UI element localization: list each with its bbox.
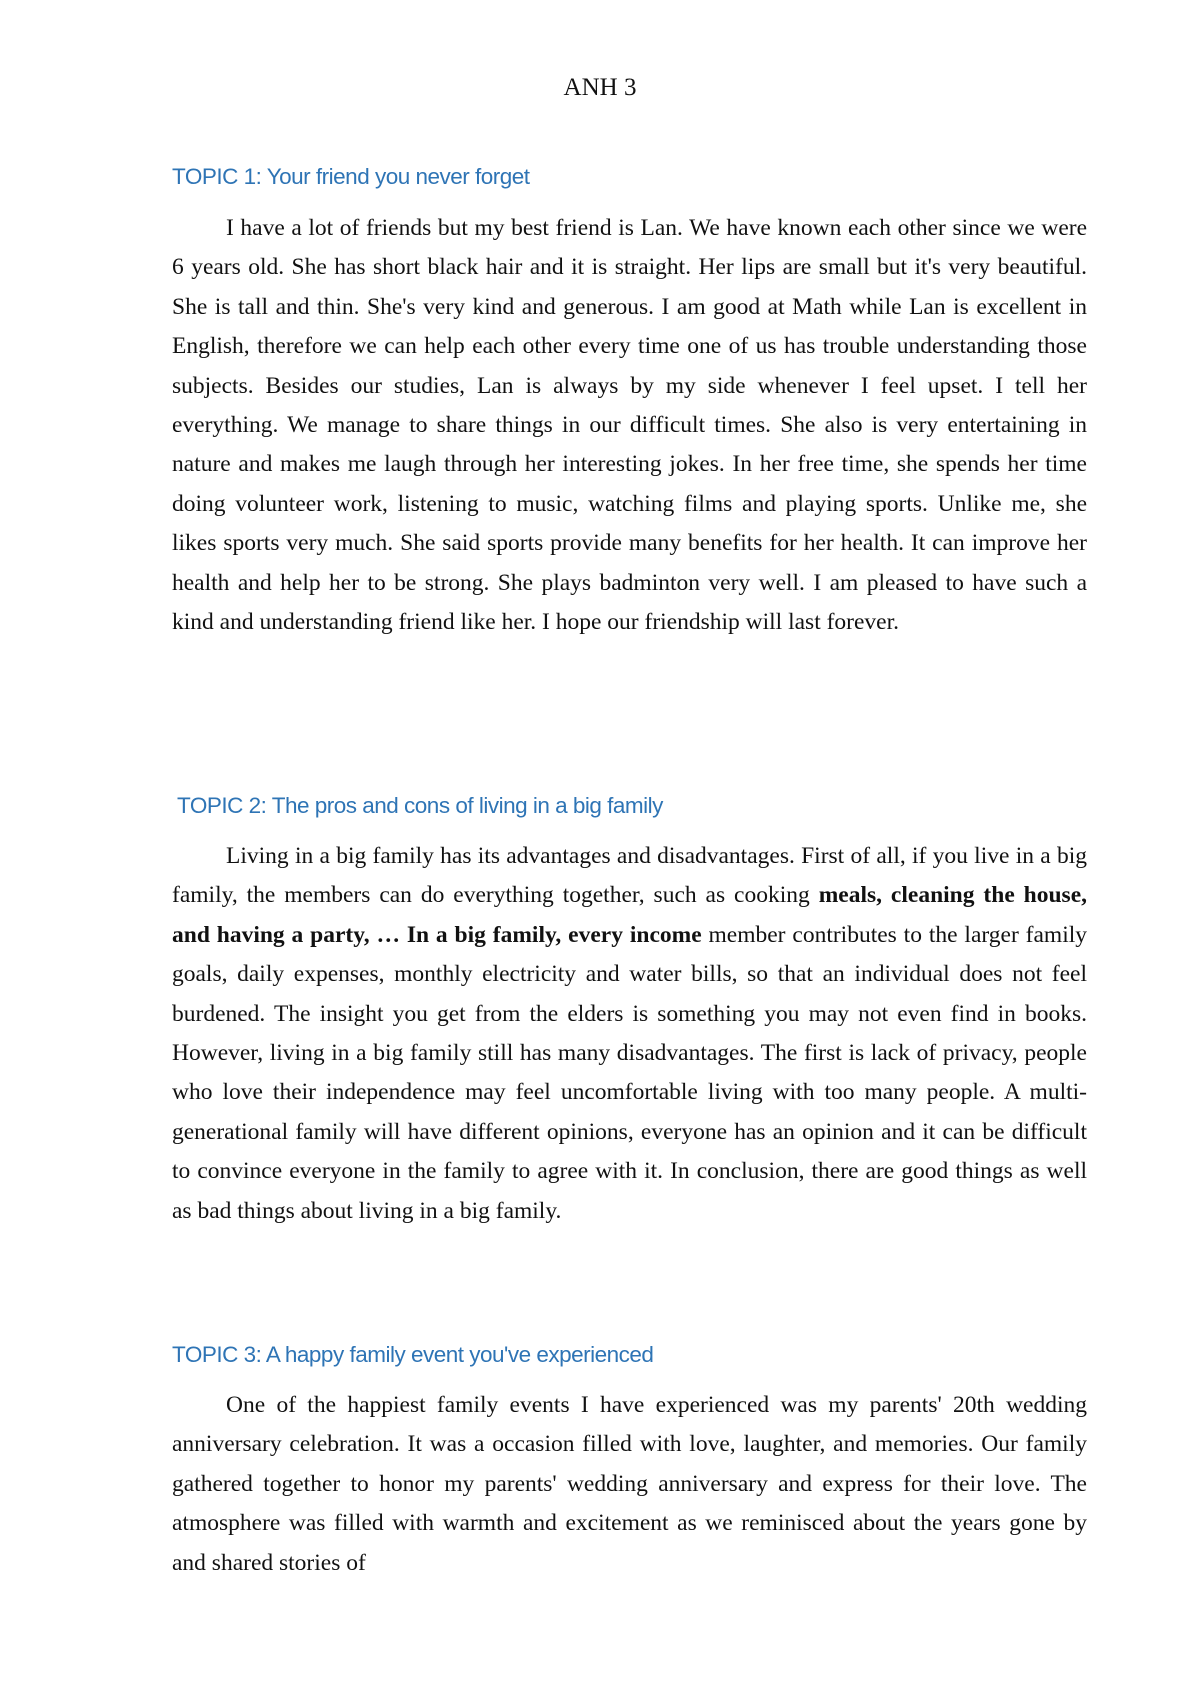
topic-1-body: I have a lot of friends but my best friend is Lan. We have known each other since we were 6 years old. She has short black hair and it is straight. Her lips are small but it's very beautiful. She is tall and thin. She's very kind and generous. I am good at Math while Lan is excellent in English, therefore we can help each other every time one of us has trouble understanding those subjects. Besides our studies, Lan is always by my side whenever I feel upset. I tell her everything. We manage to share things in our difficult times. She also is very entertaining in nature and makes me laugh through her interesting jokes. In her free time, she spends her time doing volunteer work, listening to music, watching films and playing sports. Unlike me, she likes sports very much. She said sports provide many benefits for her health. It can improve her health and help her to be strong. She plays badminton very well. I am pleased to have such a kind and understanding friend like her. I hope our friendship will last forever. [172,215,1087,636]
topic-2-body-start: Living in a big family has its advantages and disadvantages. First of all, if you live in a big family, the members can do everything together, such as cooking [172,843,1087,909]
topic-2-body-end: member contributes to the larger family goals, daily expenses, monthly electricity and water bills, so that an individual does not feel burdened. The insight you get from the elders is something you may not even find in books. However, living in a big family still has many disadvantages. The first is lack of privacy, people who love their independence may feel uncomfortable living with too many people. A multi-generational family will have different opinions, everyone has an opinion and it can be difficult to convince everyone in the family to agree with it. In conclusion, there are good things as well as bad things about living in a big family. [172,921,1087,1224]
topic-3-body: One of the happiest family events I have experienced was my parents' 20th wedding anniversary celebration. It was a occasion filled with love, laughter, and memories. Our family gathered together to honor my parents' wedding anniversary and express for their love. The atmosphere was filled with warmth and excitement as we reminisced about the years gone by and shared stories of [172,1392,1087,1576]
topic-1-heading: TOPIC 1: Your friend you never forget [172,164,530,189]
topic-2-heading: TOPIC 2: The pros and cons of living in a big family [177,793,663,818]
topic-2-body-bold: meals, cleaning the house, and having a party, … In a big family, every income [172,882,1088,948]
document-title: ANH 3 [563,74,637,101]
topic-3-heading: TOPIC 3: A happy family event you've experienced [172,1342,654,1367]
topic-2-body [172,837,1087,1231]
